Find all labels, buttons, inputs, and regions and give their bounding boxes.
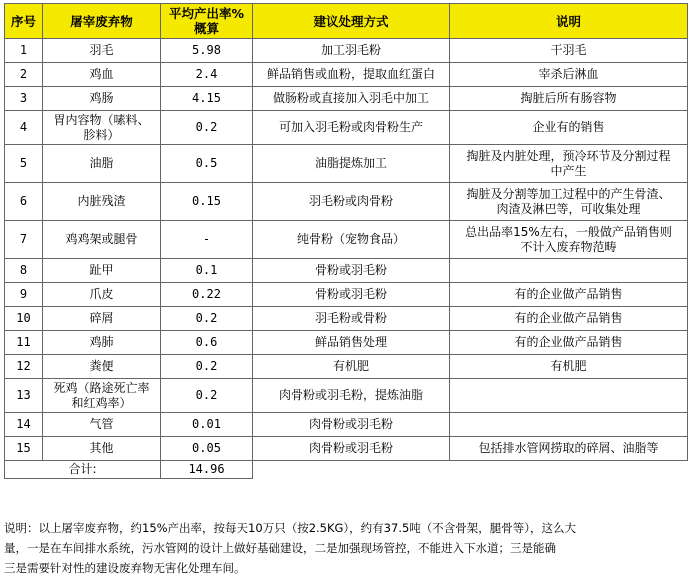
cell-rate: 0.2 (161, 379, 253, 413)
cell-method: 羽毛粉或肉骨粉 (253, 183, 450, 221)
cell-no: 12 (5, 355, 43, 379)
cell-no: 4 (5, 111, 43, 145)
cell-method: 鲜品销售或血粉，提取血红蛋白 (253, 63, 450, 87)
table-row (5, 63, 688, 87)
cell-note: 包括排水管网捞取的碎屑、油脂等 (450, 437, 688, 461)
cell-method: 可加入羽毛粉或肉骨粉生产 (253, 111, 450, 145)
cell-no: 10 (5, 307, 43, 331)
table-header-row (5, 4, 688, 39)
cell-rate: 0.6 (161, 331, 253, 355)
cell-method: 肉骨粉或羽毛粉 (253, 437, 450, 461)
header-rate: 平均产出率% 概算 (161, 4, 253, 39)
table-row (5, 259, 688, 283)
cell-rate: 4.15 (161, 87, 253, 111)
cell-rate: - (161, 221, 253, 259)
cell-rate: 0.5 (161, 145, 253, 183)
cell-no: 9 (5, 283, 43, 307)
cell-note: 干羽毛 (450, 39, 688, 63)
cell-note: 有的企业做产品销售 (450, 307, 688, 331)
cell-item: 粪便 (43, 355, 161, 379)
table-row (5, 331, 688, 355)
cell-no: 13 (5, 379, 43, 413)
cell-method: 肉骨粉或羽毛粉 (253, 413, 450, 437)
waste-table-wrapper (4, 3, 687, 479)
cell-no: 2 (5, 63, 43, 87)
footnote-line: 量，一是在车间排水系统，污水管网的设计上做好基础建设，二是加强现场管控，不能进入下水道；三是能确 (4, 541, 556, 555)
cell-item: 胃内容物（嗉料、 胗料） (43, 111, 161, 145)
cell-note: 宰杀后淋血 (450, 63, 688, 87)
total-row (5, 461, 688, 479)
header-method: 建议处理方式 (253, 4, 450, 39)
cell-method: 油脂提炼加工 (253, 145, 450, 183)
cell-no: 14 (5, 413, 43, 437)
table-row (5, 39, 688, 63)
cell-item: 趾甲 (43, 259, 161, 283)
cell-item: 气管 (43, 413, 161, 437)
cell-rate: 0.01 (161, 413, 253, 437)
cell-rate: 0.2 (161, 111, 253, 145)
table-row (5, 307, 688, 331)
table-row (5, 145, 688, 183)
cell-note: 有的企业做产品销售 (450, 331, 688, 355)
total-value: 14.96 (161, 461, 253, 479)
cell-no: 8 (5, 259, 43, 283)
cell-method: 纯骨粉（宠物食品） (253, 221, 450, 259)
header-no: 序号 (5, 4, 43, 39)
cell-item: 羽毛 (43, 39, 161, 63)
table-row (5, 183, 688, 221)
cell-method: 加工羽毛粉 (253, 39, 450, 63)
table-body (5, 39, 688, 479)
table-row (5, 87, 688, 111)
footnote-line: 说明：以上屠宰废弃物，约15%产出率，按每天10万只（按2.5KG），约有37.5吨（不含骨架，腿骨等），这么大 (4, 521, 577, 535)
cell-item: 鸡血 (43, 63, 161, 87)
cell-note: 企业有的销售 (450, 111, 688, 145)
cell-rate: 0.2 (161, 355, 253, 379)
cell-no: 15 (5, 437, 43, 461)
cell-no: 7 (5, 221, 43, 259)
footnote (4, 518, 687, 578)
waste-table (4, 3, 688, 479)
cell-item: 鸡肺 (43, 331, 161, 355)
header-item: 屠宰废弃物 (43, 4, 161, 39)
cell-note: 掏脏及内脏处理，预冷环节及分割过程 中产生 (450, 145, 688, 183)
cell-note: 总出品率15%左右，一般做产品销售则 不计入废弃物范畴 (450, 221, 688, 259)
cell-rate: 5.98 (161, 39, 253, 63)
cell-no: 5 (5, 145, 43, 183)
cell-item: 鸡鸡架或腿骨 (43, 221, 161, 259)
cell-rate: 0.05 (161, 437, 253, 461)
cell-no: 6 (5, 183, 43, 221)
cell-method: 羽毛粉或骨粉 (253, 307, 450, 331)
cell-no: 11 (5, 331, 43, 355)
cell-method: 骨粉或羽毛粉 (253, 283, 450, 307)
table-row (5, 413, 688, 437)
cell-item: 油脂 (43, 145, 161, 183)
cell-method: 有机肥 (253, 355, 450, 379)
cell-item: 内脏残渣 (43, 183, 161, 221)
cell-method: 肉骨粉或羽毛粉，提炼油脂 (253, 379, 450, 413)
table-row (5, 379, 688, 413)
cell-no: 3 (5, 87, 43, 111)
cell-item: 碎屑 (43, 307, 161, 331)
cell-note (450, 259, 688, 283)
total-label: 合计: (5, 461, 161, 479)
cell-method: 骨粉或羽毛粉 (253, 259, 450, 283)
cell-rate: 0.22 (161, 283, 253, 307)
cell-item: 其他 (43, 437, 161, 461)
header-note: 说明 (450, 4, 688, 39)
cell-method: 做肠粉或直接加入羽毛中加工 (253, 87, 450, 111)
table-row (5, 437, 688, 461)
cell-method: 鲜品销售处理 (253, 331, 450, 355)
table-row (5, 283, 688, 307)
table-row (5, 355, 688, 379)
cell-note: 掏脏后所有肠容物 (450, 87, 688, 111)
cell-item: 死鸡（路途死亡率 和红鸡率） (43, 379, 161, 413)
cell-rate: 0.15 (161, 183, 253, 221)
cell-rate: 2.4 (161, 63, 253, 87)
cell-note: 有机肥 (450, 355, 688, 379)
cell-note (450, 379, 688, 413)
cell-no: 1 (5, 39, 43, 63)
cell-note: 掏脏及分割等加工过程中的产生骨渣、 肉渣及淋巴等，可收集处理 (450, 183, 688, 221)
cell-item: 爪皮 (43, 283, 161, 307)
cell-rate: 0.2 (161, 307, 253, 331)
table-row (5, 221, 688, 259)
table-row (5, 111, 688, 145)
cell-item: 鸡肠 (43, 87, 161, 111)
cell-rate: 0.1 (161, 259, 253, 283)
footnote-line: 三是需要针对性的建设废弃物无害化处理车间。 (4, 561, 246, 575)
cell-note: 有的企业做产品销售 (450, 283, 688, 307)
cell-note (450, 413, 688, 437)
